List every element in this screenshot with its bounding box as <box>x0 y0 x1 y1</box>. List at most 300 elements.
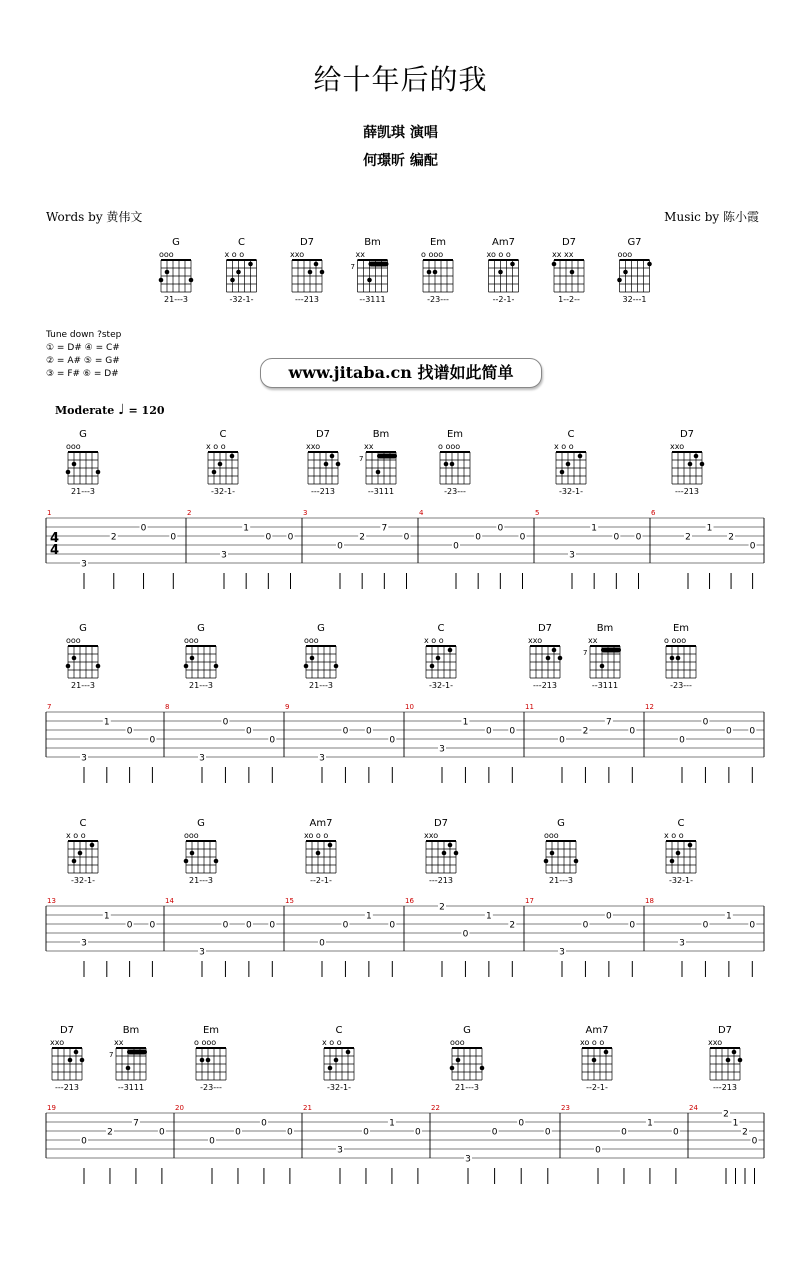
tab-note: 0 <box>149 920 156 931</box>
measure-number: 12 <box>645 703 654 711</box>
chord-dot <box>376 470 381 475</box>
tuning-line: ③ = F# ⑥ = D# <box>46 369 119 379</box>
tab-note: 0 <box>287 1127 293 1138</box>
tab-note: 7 <box>133 1118 139 1129</box>
chord-dot <box>200 1058 205 1063</box>
measure-number: 16 <box>405 897 414 905</box>
chord-fret-number: 7 <box>583 649 588 657</box>
tab-note: 2 <box>728 532 734 543</box>
chord-name: Bm <box>372 429 390 440</box>
chord-fingering: ---213 <box>675 487 699 496</box>
chord-name: Bm <box>596 623 614 634</box>
chord-diagram <box>450 1025 485 1092</box>
tab-note: 0 <box>509 726 516 737</box>
tab-note: 3 <box>81 753 87 764</box>
chord-name: D7 <box>679 429 695 440</box>
chord-open-markers: xx xx <box>552 250 574 259</box>
chord-dot <box>218 462 223 467</box>
tab-note: 0 <box>209 1136 215 1147</box>
tab-note: 3 <box>81 559 87 570</box>
chord-dot <box>456 1058 461 1063</box>
tab-note: 1 <box>591 523 598 534</box>
chord-fingering: -23--- <box>444 487 466 496</box>
chord-fingering: 21---3 <box>71 681 95 690</box>
chord-fingering: 21---3 <box>189 681 213 690</box>
tab-note: 0 <box>673 1127 679 1138</box>
chord-fingering: ---213 <box>429 876 453 885</box>
tab-note: 0 <box>415 1127 421 1138</box>
tab-note: 7 <box>381 523 388 534</box>
chord-dot <box>600 664 605 669</box>
chord-fingering: 21---3 <box>549 876 573 885</box>
chord-open-markers: xxo <box>708 1038 723 1047</box>
quarter-note-icon: ♩ <box>118 402 125 418</box>
chord-fingering: -32-1- <box>327 1083 351 1092</box>
tab-note: 0 <box>235 1127 241 1138</box>
chord-dot <box>90 843 95 848</box>
chord-fingering: 1--2-- <box>558 295 580 304</box>
chord-diagram <box>206 429 238 496</box>
chord-open-markers: xxo <box>424 831 439 840</box>
tab-note: 0 <box>222 717 229 728</box>
chord-diagram <box>66 818 98 885</box>
tab-note: 0 <box>265 532 272 543</box>
chord-fingering: ---213 <box>713 1083 737 1092</box>
chord-open-markers: ooo <box>159 250 174 259</box>
chord-fingering: 21---3 <box>164 295 188 304</box>
chord-dot <box>700 462 705 467</box>
chord-fingering: -32-1- <box>71 876 95 885</box>
tab-note: 0 <box>140 523 147 534</box>
chord-dot <box>66 664 71 669</box>
chord-fingering: -32-1- <box>429 681 453 690</box>
tab-note: 1 <box>725 911 732 922</box>
chord-dot <box>450 462 455 467</box>
chord-dot <box>214 859 219 864</box>
tab-note: 0 <box>403 532 410 543</box>
chord-dot <box>454 851 459 856</box>
tab-note: 3 <box>319 753 325 764</box>
chord-fingering: --2-1- <box>310 876 332 885</box>
chord-name: Am7 <box>492 237 515 248</box>
song-title: 给十年后的我 <box>313 63 488 96</box>
chord-dot <box>334 664 339 669</box>
tab-note: 1 <box>365 911 372 922</box>
singer-credit: 薛凯琪 演唱 <box>363 125 438 141</box>
measure-number: 2 <box>187 509 192 517</box>
measure-number: 9 <box>285 703 290 711</box>
tab-note: 0 <box>749 920 756 931</box>
chord-open-markers: x o o <box>424 636 444 645</box>
chord-open-markers: o ooo <box>421 250 444 259</box>
tab-note: 0 <box>702 920 709 931</box>
tab-note: 0 <box>342 920 349 931</box>
chord-dot <box>230 454 235 459</box>
chord-name: C <box>219 429 227 440</box>
tempo-bpm: = 120 <box>128 404 165 417</box>
tab-note: 1 <box>732 1118 739 1129</box>
tab-note: 2 <box>723 1109 729 1120</box>
tab-note: 0 <box>475 532 482 543</box>
chord-dot <box>68 1058 73 1063</box>
chord-diagram <box>184 818 219 885</box>
chord-dot <box>74 1050 79 1055</box>
measure-number: 8 <box>165 703 170 711</box>
chord-dot <box>558 656 563 661</box>
chord-open-markers: xxo <box>290 250 305 259</box>
tab-note: 2 <box>439 902 445 913</box>
chord-name: C <box>677 818 685 829</box>
chord-diagram <box>438 429 470 496</box>
chord-dot <box>480 1066 485 1071</box>
chord-fingering: 32---1 <box>622 295 647 304</box>
chord-open-markers: xx <box>364 442 374 451</box>
tab-note: 0 <box>462 929 469 940</box>
chord-dot <box>436 656 441 661</box>
chord-dot <box>346 1050 351 1055</box>
chord-name: C <box>79 818 87 829</box>
tab-note: 0 <box>319 938 325 949</box>
chord-dot <box>214 664 219 669</box>
chord-diagram <box>66 623 101 690</box>
tab-note: 0 <box>544 1127 551 1138</box>
chord-name: G <box>79 623 87 634</box>
chord-dot <box>738 1058 743 1063</box>
chord-open-markers: o ooo <box>194 1038 217 1047</box>
measure-number: 19 <box>47 1104 56 1112</box>
chord-open-markers: ooo <box>66 442 81 451</box>
tab-note: 0 <box>613 532 620 543</box>
tab-note: 0 <box>629 726 636 737</box>
tab-note: 0 <box>159 1127 165 1138</box>
measure-number: 5 <box>535 509 540 517</box>
tab-note: 0 <box>595 1145 601 1156</box>
chord-fingering: -23--- <box>427 295 449 304</box>
tab-note: 3 <box>81 938 87 949</box>
chord-fingering: -32-1- <box>211 487 235 496</box>
chord-dot <box>310 656 315 661</box>
chord-open-markers: xo o o <box>486 250 511 259</box>
tab-note: 1 <box>389 1118 395 1129</box>
chord-diagram <box>304 818 336 885</box>
chord-diagram <box>554 429 586 496</box>
tab-note: 0 <box>751 1136 758 1147</box>
tab-note: 0 <box>170 532 177 543</box>
chord-dot <box>550 851 555 856</box>
tab-note: 0 <box>519 532 526 543</box>
chord-diagram <box>304 623 339 690</box>
measure-number: 10 <box>405 703 414 711</box>
chord-dot <box>328 1066 333 1071</box>
chord-dot <box>448 648 453 653</box>
chord-dot <box>726 1058 731 1063</box>
chord-dot <box>694 454 699 459</box>
chord-fingering: --3111 <box>591 681 619 690</box>
composer-credit: Music by 陈小霞 <box>664 210 759 224</box>
chord-diagram <box>194 1025 226 1092</box>
chord-fingering: --3111 <box>359 295 386 304</box>
chord-diagram <box>184 623 219 690</box>
measure-number: 21 <box>303 1104 312 1112</box>
chord-diagram <box>66 429 101 496</box>
chord-dot <box>190 851 195 856</box>
chord-barre <box>377 454 397 459</box>
tab-note: 1 <box>243 523 250 534</box>
tab-note: 0 <box>605 911 612 922</box>
tab-note: 0 <box>222 920 229 931</box>
chord-fret-number: 7 <box>359 455 364 463</box>
chord-fret-number: 7 <box>350 263 355 271</box>
chord-open-markers: xo o o <box>304 831 329 840</box>
chord-open-markers: x o o <box>322 1038 342 1047</box>
chord-diagram <box>544 818 579 885</box>
chord-dot <box>96 470 101 475</box>
tab-note: 3 <box>337 1145 343 1156</box>
measure-number: 11 <box>525 703 534 711</box>
chord-dot <box>676 656 681 661</box>
chord-open-markers: xxo <box>306 442 321 451</box>
tab-note: 0 <box>126 920 133 931</box>
chord-dot <box>184 859 189 864</box>
chord-dot <box>328 843 333 848</box>
chord-diagram <box>580 1025 612 1092</box>
chord-diagram <box>306 429 340 496</box>
tab-note: 0 <box>635 532 642 543</box>
tab-note: 0 <box>749 541 756 552</box>
chord-name: D7 <box>561 237 577 248</box>
arranger-credit: 何璟昕 编配 <box>363 153 438 169</box>
chord-diagram <box>424 818 458 885</box>
measure-number: 22 <box>431 1104 440 1112</box>
chord-dot <box>604 1050 609 1055</box>
chord-fingering: ---213 <box>295 295 319 304</box>
chord-open-markers: ooo <box>184 636 199 645</box>
tab-note: 3 <box>559 947 565 958</box>
tab-note: 3 <box>465 1154 471 1165</box>
chord-diagram <box>528 623 562 690</box>
time-signature-top: 4 <box>50 531 60 546</box>
chord-fingering: -23--- <box>670 681 692 690</box>
chord-fingering: 21---3 <box>309 681 333 690</box>
chord-fingering: --3111 <box>117 1083 145 1092</box>
chord-fingering: ---213 <box>533 681 557 690</box>
tab-note: 0 <box>621 1127 627 1138</box>
measure-number: 14 <box>165 897 174 905</box>
tab-note: 0 <box>269 920 276 931</box>
chord-name: Am7 <box>309 818 333 829</box>
tab-note: 0 <box>337 541 343 552</box>
tab-note: 3 <box>199 753 205 764</box>
chord-diagram <box>50 1025 84 1092</box>
tab-note: 3 <box>199 947 205 958</box>
chord-name: C <box>335 1025 343 1036</box>
tab-note: 0 <box>245 726 252 737</box>
tab-note: 0 <box>287 532 294 543</box>
tab-note: 0 <box>629 920 636 931</box>
tab-note: 2 <box>509 920 516 931</box>
chord-open-markers: xxo <box>670 442 685 451</box>
chord-open-markers: x o o <box>554 442 574 451</box>
chord-dot <box>126 1066 131 1071</box>
tab-note: 3 <box>221 550 227 561</box>
chord-dot <box>206 1058 211 1063</box>
chord-open-markers: ooo <box>450 1038 465 1047</box>
chord-fingering: 21---3 <box>189 876 213 885</box>
chord-dot <box>72 656 77 661</box>
chord-fingering: --2-1- <box>492 295 515 304</box>
tab-note: 0 <box>389 920 396 931</box>
chord-open-markers: xo o o <box>580 1038 605 1047</box>
chord-name: Em <box>672 623 690 634</box>
chord-dot <box>732 1050 737 1055</box>
chord-diagram <box>708 1025 742 1092</box>
tab-note: 0 <box>365 726 372 737</box>
chord-diagram <box>359 429 397 496</box>
tab-note: 2 <box>359 532 366 543</box>
tab-note: 3 <box>569 550 575 561</box>
chord-dot <box>574 859 579 864</box>
measure-number: 24 <box>689 1104 698 1112</box>
chord-open-markers: x o o <box>66 831 86 840</box>
chord-dot <box>688 462 693 467</box>
chord-open-markers: x o o <box>664 831 684 840</box>
chord-fingering: 21---3 <box>455 1083 479 1092</box>
chord-open-markers: xxo <box>528 636 543 645</box>
chord-open-markers: xx <box>355 250 365 259</box>
chord-name: G7 <box>627 237 642 248</box>
chord-name: Em <box>202 1025 220 1036</box>
chord-dot <box>324 462 329 467</box>
chord-dot <box>442 851 447 856</box>
chord-name: G <box>463 1025 471 1036</box>
chord-open-markers: x o o <box>224 250 245 259</box>
chord-dot <box>560 470 565 475</box>
chord-open-markers: xx <box>588 636 598 645</box>
tab-note: 0 <box>269 735 276 746</box>
chord-dot <box>566 462 571 467</box>
chord-name: Em <box>429 237 447 248</box>
tab-note: 2 <box>685 532 691 543</box>
chord-open-markers: x o o <box>206 442 226 451</box>
measure-number: 7 <box>47 703 52 711</box>
chord-open-markers: ooo <box>184 831 199 840</box>
tab-system <box>46 818 764 977</box>
measure-number: 18 <box>645 897 654 905</box>
chord-dot <box>552 648 557 653</box>
chord-name: G <box>197 818 205 829</box>
chord-dot <box>430 664 435 669</box>
chord-open-markers: ooo <box>304 636 319 645</box>
chord-barre <box>127 1050 147 1055</box>
tab-note: 0 <box>389 735 396 746</box>
chord-name: D7 <box>433 818 449 829</box>
tab-note: 0 <box>582 920 589 931</box>
tab-note: 0 <box>485 726 492 737</box>
chord-dot <box>688 843 693 848</box>
tab-note: 0 <box>363 1127 369 1138</box>
tab-note: 3 <box>679 938 685 949</box>
tab-note: 0 <box>342 726 349 737</box>
chord-fingering: --3111 <box>367 487 395 496</box>
tab-note: 0 <box>149 735 156 746</box>
chord-open-markers: ooo <box>66 636 81 645</box>
chord-name: C <box>567 429 575 440</box>
chord-open-markers: o ooo <box>664 636 687 645</box>
chord-dot <box>544 859 549 864</box>
measure-number: 15 <box>285 897 294 905</box>
tab-note: 2 <box>582 726 589 737</box>
measure-number: 20 <box>175 1104 184 1112</box>
tab-note: 1 <box>462 717 469 728</box>
chord-name: D7 <box>717 1025 733 1036</box>
chord-name: D7 <box>299 237 315 248</box>
tab-note: 1 <box>706 523 713 534</box>
tab-note: 0 <box>491 1127 498 1138</box>
chord-dot <box>316 851 321 856</box>
chord-diagram <box>670 429 704 496</box>
chord-fingering: -32-1- <box>669 876 693 885</box>
chord-name: D7 <box>315 429 331 440</box>
chord-dot <box>676 851 681 856</box>
tab-note: 2 <box>107 1127 113 1138</box>
tab-system <box>46 623 764 783</box>
tab-note: 0 <box>453 541 459 552</box>
tab-note: 2 <box>742 1127 748 1138</box>
chord-name: Bm <box>122 1025 140 1036</box>
chord-name: C <box>437 623 445 634</box>
chord-open-markers: o ooo <box>438 442 461 451</box>
tuning-line: ① = D# ④ = C# <box>46 343 120 353</box>
chord-name: D7 <box>537 623 553 634</box>
measure-number: 13 <box>47 897 56 905</box>
chord-dot <box>578 454 583 459</box>
chord-diagram <box>109 1025 147 1092</box>
chord-barre <box>601 648 621 653</box>
chord-name: G <box>79 429 87 440</box>
chord-dot <box>66 470 71 475</box>
tab-note: 2 <box>110 532 117 543</box>
tab-note: 0 <box>261 1118 267 1129</box>
tab-note: 0 <box>81 1136 87 1147</box>
tab-note: 1 <box>647 1118 653 1129</box>
chord-dot <box>80 1058 85 1063</box>
watermark-banner[interactable]: www.jitaba.cn 找谱如此简单 <box>260 358 542 388</box>
chord-fret-number: 7 <box>109 1051 114 1059</box>
chord-fingering: ---213 <box>55 1083 79 1092</box>
tab-note: 0 <box>725 726 732 737</box>
chord-open-markers: ooo <box>617 250 633 259</box>
chord-dot <box>334 1058 339 1063</box>
tab-note: 7 <box>605 717 612 728</box>
chord-diagram <box>664 623 696 690</box>
chord-dot <box>592 1058 597 1063</box>
chord-dot <box>78 851 83 856</box>
chord-name: Bm <box>364 237 381 248</box>
chord-fingering: -32-1- <box>229 295 254 304</box>
chord-dot <box>450 1066 455 1071</box>
lyricist-credit: Words by 黄伟文 <box>46 210 143 224</box>
chord-open-markers: ooo <box>544 831 559 840</box>
chord-diagram <box>583 623 621 690</box>
tab-note: 0 <box>559 735 565 746</box>
chord-dot <box>72 462 77 467</box>
tab-note: 0 <box>497 523 504 534</box>
measure-number: 17 <box>525 897 534 905</box>
tab-system <box>46 1025 764 1184</box>
chord-dot <box>190 656 195 661</box>
chord-dot <box>212 470 217 475</box>
chord-fingering: ---213 <box>311 487 335 496</box>
